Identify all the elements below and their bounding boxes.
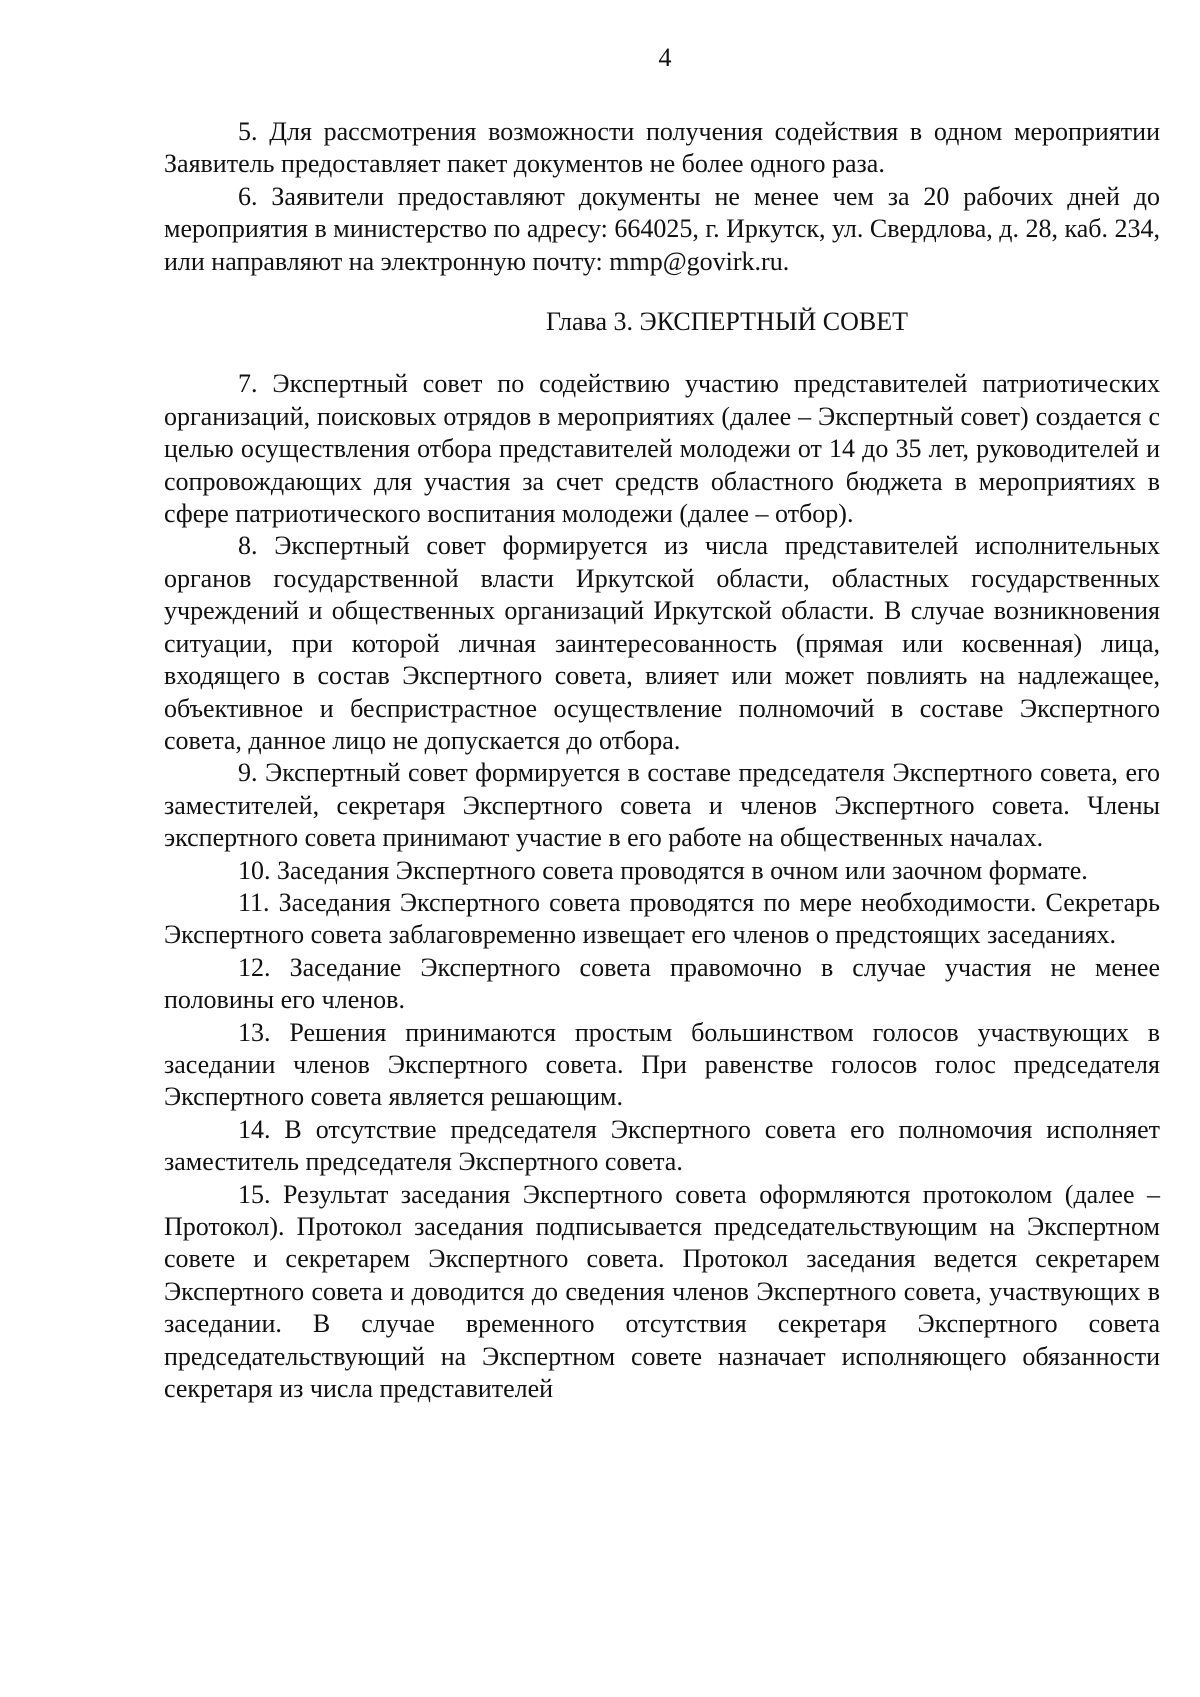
- paragraph-8: 8. Экспертный совет формируется из числа представителей исполнительных органов государственной власти Иркутской области, областных государственных учреждений и общественных организаций Иркутской области. В случае возникновения ситуации, при которой личная заинтересованность (прямая или косвенная) лица, входящего в состав Экспертного совета, влияет или может повлиять на надлежащее, объективное и беспристрастное осуществление полномочий в составе Экспертного совета, данное лицо не допускается до отбора.: [164, 531, 1160, 755]
- paragraph-15: 15. Результат заседания Экспертного совета оформляются протоколом (далее – Протокол). Протокол заседания подписывается председательствующим на Экспертном совете и секретарем Экспертного совета. Протокол заседания ведется секретарем Экспертного совета и доводится до сведения членов Экспертного совета, участвующих в заседании. В случае временного отсутствия секретаря Экспертного совета председательствующий на Экспертном совете назначает исполняющего обязанности секретаря из числа представителей: [164, 1179, 1160, 1404]
- page-number: 4: [658, 43, 672, 72]
- paragraph-11: 11. Заседания Экспертного совета проводятся по мере необходимости. Секретарь Экспертного совета заблаговременно извещает его членов о предстоящих заседаниях.: [164, 887, 1160, 950]
- paragraph-7: 7. Экспертный совет по содействию участию представителей патриотических организаций, поисковых отрядов в мероприятиях (далее – Экспертный совет) создается с целью осуществления отбора представителей молодежи от 14 до 35 лет, руководителей и сопровождающих для участия за счет средств областного бюджета в мероприятиях в сфере патриотического воспитания молодежи (далее – отбор).: [164, 369, 1160, 529]
- paragraph-13: 13. Решения принимаются простым большинством голосов участвующих в заседании членов Экспертного совета. При равенстве голосов голос председателя Экспертного совета является решающим.: [164, 1017, 1160, 1112]
- paragraph-12: 12. Заседание Экспертного совета правомочно в случае участия не менее половины его членов.: [164, 952, 1160, 1015]
- chapter-heading: Глава 3. ЭКСПЕРТНЫЙ СОВЕТ: [545, 307, 909, 337]
- paragraph-9: 9. Экспертный совет формируется в составе председателя Экспертного совета, его заместителей, секретаря Экспертного совета и членов Экспертного совета. Члены экспертного совета принимают участие в его работе на общественных началах.: [164, 758, 1160, 853]
- document-body: [164, 116, 1160, 1405]
- paragraph-5: 5. Для рассмотрения возможности получения содействия в одном мероприятии Заявитель предоставляет пакет документов не более одного раза.: [164, 117, 1160, 179]
- paragraph-6: 6. Заявители предоставляют документы не менее чем за 20 рабочих дней до мероприятия в министерство по адресу: 664025, г. Иркутск, ул. Свердлова, д. 28, каб. 234, или направляют на электронную почту: mmp@govirk.ru.: [164, 181, 1160, 276]
- paragraph-10: 10. Заседания Экспертного совета проводятся в очном или заочном формате.: [238, 855, 1088, 885]
- paragraph-14: 14. В отсутствие председателя Экспертного совета его полномочия исполняет заместитель председателя Экспертного совета.: [164, 1114, 1160, 1177]
